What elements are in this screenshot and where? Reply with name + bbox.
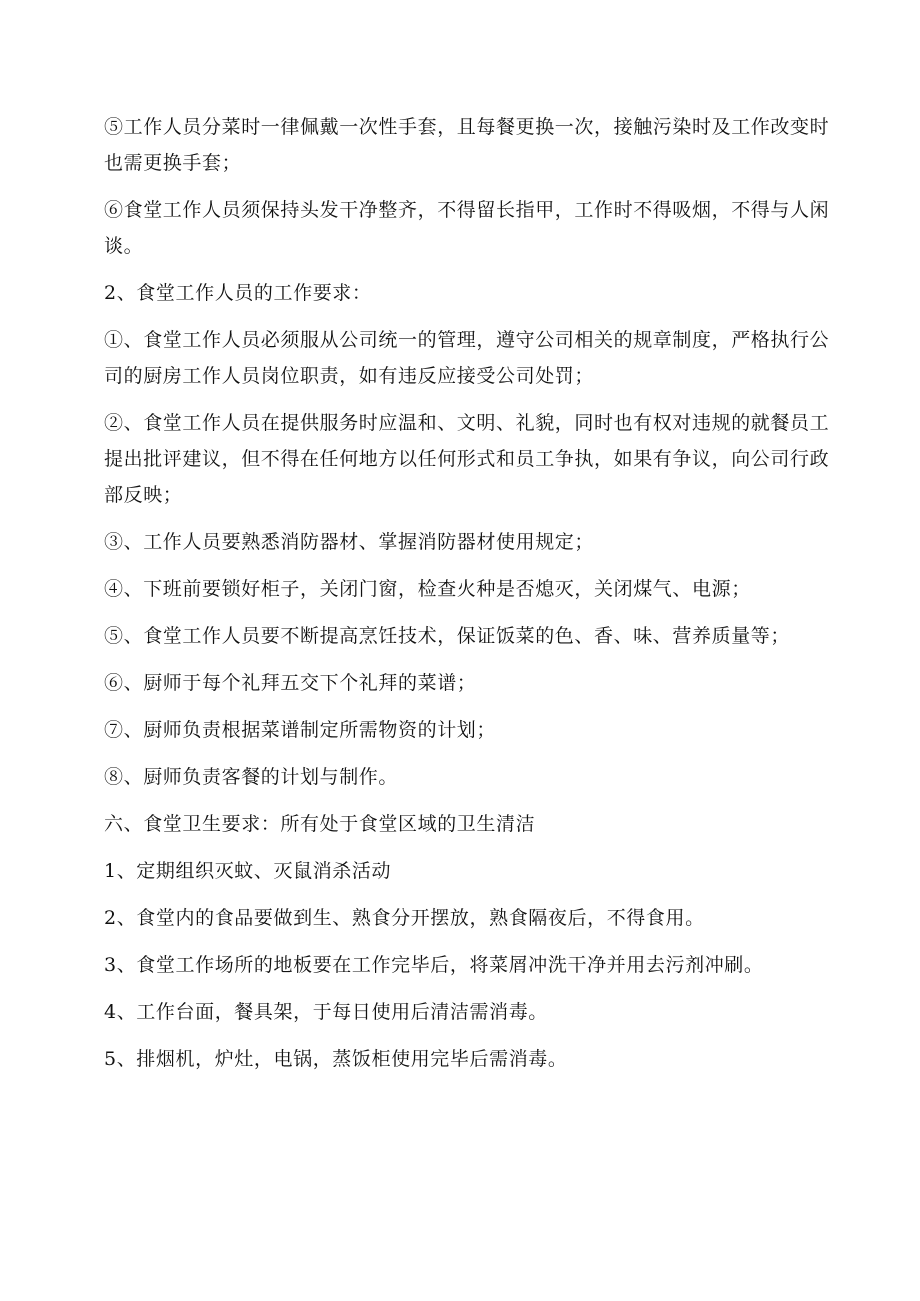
section-heading-work-requirements: 2、食堂工作人员的工作要求： (104, 282, 372, 304)
paragraph-service-attitude: ②、食堂工作人员在提供服务时应温和、文明、礼貌，同时也有权对违规的就餐员工提出批评建议，但不得在任何地方以任何形式和员工争执，如果有争议，向公司行政部反映； (104, 412, 830, 506)
paragraph-fire-equipment: ③、工作人员要熟悉消防器材、掌握消防器材使用规定； (104, 531, 595, 553)
paragraph-equipment-disinfection: 5、排烟机，炉灶，电锅，蒸饭柜使用完毕后需消毒。 (104, 1048, 568, 1070)
paragraph-supply-plan: ⑦、厨师负责根据菜谱制定所需物资的计划； (104, 719, 497, 741)
paragraph-closing-checks: ④、下班前要锁好柜子，关闭门窗，检查火种是否熄灭，关闭煤气、电源； (104, 578, 751, 600)
paragraph-weekly-menu: ⑥、厨师于每个礼拜五交下个礼拜的菜谱； (104, 672, 477, 694)
section-heading-sanitation: 六、食堂卫生要求：所有处于食堂区域的卫生清洁 (104, 813, 536, 835)
paragraph-hygiene-rule: ⑥食堂工作人员须保持头发干净整齐，不得留长指甲，工作时不得吸烟，不得与人闲谈。 (104, 199, 830, 257)
paragraph-floor-cleaning: 3、食堂工作场所的地板要在工作完毕后，将菜屑冲洗干净并用去污剂冲刷。 (104, 954, 764, 976)
paragraph-food-separation: 2、食堂内的食品要做到生、熟食分开摆放，熟食隔夜后，不得食用。 (104, 907, 705, 929)
paragraph-gloves-rule: ⑤工作人员分菜时一律佩戴一次性手套，且每餐更换一次，接触污染时及工作改变时也需更换手套； (104, 116, 830, 174)
document-body (104, 109, 834, 1088)
paragraph-countertop-cleaning: 4、工作台面，餐具架，于每日使用后清洁需消毒。 (104, 1001, 548, 1023)
paragraph-obey-management: ①、食堂工作人员必须服从公司统一的管理，遵守公司相关的规章制度，严格执行公司的厨房工作人员岗位职责，如有违反应接受公司处罚； (104, 329, 830, 387)
paragraph-cooking-skills: ⑤、食堂工作人员要不断提高烹饪技术，保证饭菜的色、香、味、营养质量等； (104, 625, 791, 647)
paragraph-pest-control: 1、定期组织灭蚊、灭鼠消杀活动 (104, 860, 392, 882)
paragraph-guest-meals: ⑧、厨师负责客餐的计划与制作。 (104, 766, 399, 788)
